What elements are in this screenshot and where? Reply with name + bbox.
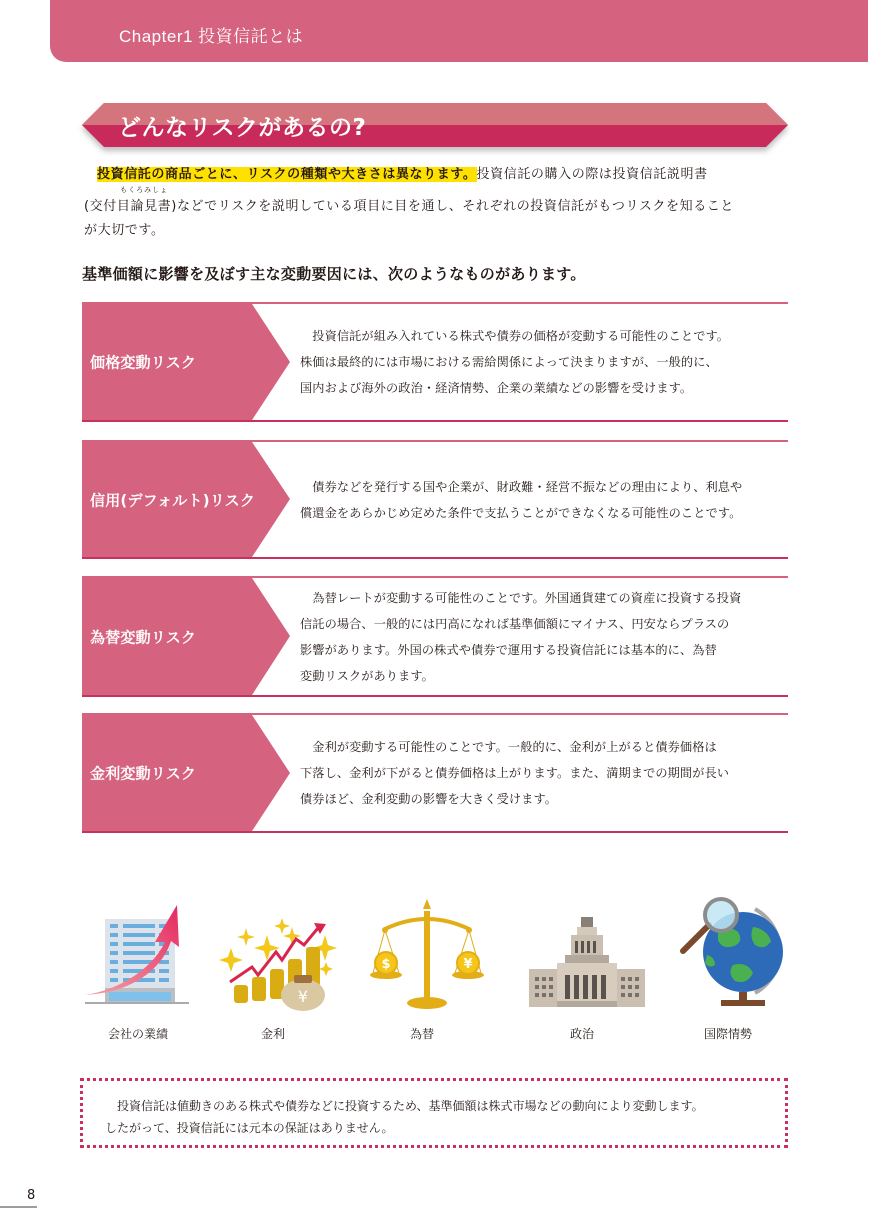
chapter-banner — [50, 0, 868, 62]
parliament-building-icon — [527, 897, 647, 1012]
interest-coins-icon — [218, 897, 338, 1012]
company-growth-icon — [83, 897, 193, 1012]
factor-company-performance — [73, 897, 203, 1047]
risk-name: 為替変動リスク — [90, 628, 197, 646]
factor-caption: 会社の業績 — [107, 1027, 168, 1041]
intro-line-2: (交付 もくろみしょ 目論見書)などでリスクを説明している項目に目を通し、それぞれの投資信託がもつリスクを知ること — [84, 195, 789, 219]
factor-politics — [517, 897, 647, 1047]
factor-caption: 為替 — [409, 1027, 434, 1041]
factor-international — [663, 897, 793, 1047]
ruby-term: もくろみしょ 目論見書 — [116, 186, 172, 214]
section-title-ribbon — [82, 103, 788, 147]
highlighted-text: 投資信託の商品ごとに、リスクの種類や大きさは異なります。 — [97, 167, 477, 182]
factors-heading: 基準価額に影響を及ぼす主な変動要因には、次のようなものがあります。 — [82, 265, 586, 283]
risk-card-credit — [82, 440, 788, 559]
factor-interest-rate — [208, 897, 338, 1047]
risk-label-box — [82, 578, 292, 695]
factor-icons-row — [85, 897, 785, 1047]
risk-description: 債券などを発行する国や企業が、財政難・経営不振などの理由により、利息や 償還金をあらかじめ定めた条件で支払うことができなくなる可能性のことです。 — [300, 479, 743, 520]
risk-label-box — [82, 304, 292, 420]
svg-text:¥: ¥ — [463, 957, 473, 972]
notice-text: 投資信託は値動きのある株式や債券などに投資するため、基準価額は株式市場などの動向により変動します。 したがって、投資信託には元本の保証はありません。 — [105, 1099, 704, 1135]
risk-card-currency — [82, 576, 788, 697]
page-number: 8 — [27, 1188, 36, 1203]
factor-caption: 政治 — [569, 1027, 594, 1041]
factor-caption: 金利 — [260, 1027, 285, 1041]
intro-line-3: が大切です。 — [84, 223, 165, 238]
risk-label-box — [82, 442, 292, 557]
globe-magnifier-icon — [673, 897, 793, 1012]
risk-name: 金利変動リスク — [90, 764, 197, 783]
svg-text:$: $ — [381, 957, 391, 972]
risk-description: 投資信託が組み入れている株式や債券の価格が変動する可能性のことです。 株価は最終的には市場における需給関係によって決まりますが、一般的に、 国内および海外の政治・経済情勢、企業の業績などの影響を受けます。 — [300, 329, 730, 395]
section-title: どんなリスクがあるの? — [118, 115, 367, 141]
page-number-rule — [0, 1206, 37, 1208]
risk-description: 金利が変動する可能性のことです。一般的に、金利が上がると債券価格は 下落し、金利が下がると債券価格は上がります。また、満期までの期間が長い 債券ほど、金利変動の影響を大きく受けます。 — [300, 740, 730, 806]
intro-line-1: 投資信託の商品ごとに、リスクの種類や大きさは異なります。投資信託の購入の際は投資信託説明書 — [97, 167, 708, 182]
ruby-reading: もくろみしょ — [120, 186, 169, 194]
notice-box — [80, 1078, 788, 1148]
intro-paragraph — [84, 163, 789, 243]
risk-card-price — [82, 302, 788, 422]
currency-scale-icon — [367, 897, 487, 1012]
svg-text:¥: ¥ — [297, 987, 309, 1006]
factor-caption: 国際情勢 — [703, 1027, 752, 1041]
risk-name: 価格変動リスク — [90, 353, 197, 372]
risk-name: 信用(デフォルト)リスク — [90, 491, 256, 509]
risk-description: 為替レートが変動する可能性のことです。外国通貨建ての資産に投資する投資 信託の場合、一般的には円高になれば基準価額にマイナス、円安ならプラスの 影響があります。外国の株式や債券で運用する投資信託には基本的に、為替 変動リスクがあります。 — [300, 590, 742, 683]
chapter-title: Chapter1 投資信託とは — [119, 27, 304, 46]
risk-card-interest — [82, 713, 788, 833]
risk-label-box — [82, 715, 292, 831]
factor-exchange-rate — [357, 897, 487, 1047]
